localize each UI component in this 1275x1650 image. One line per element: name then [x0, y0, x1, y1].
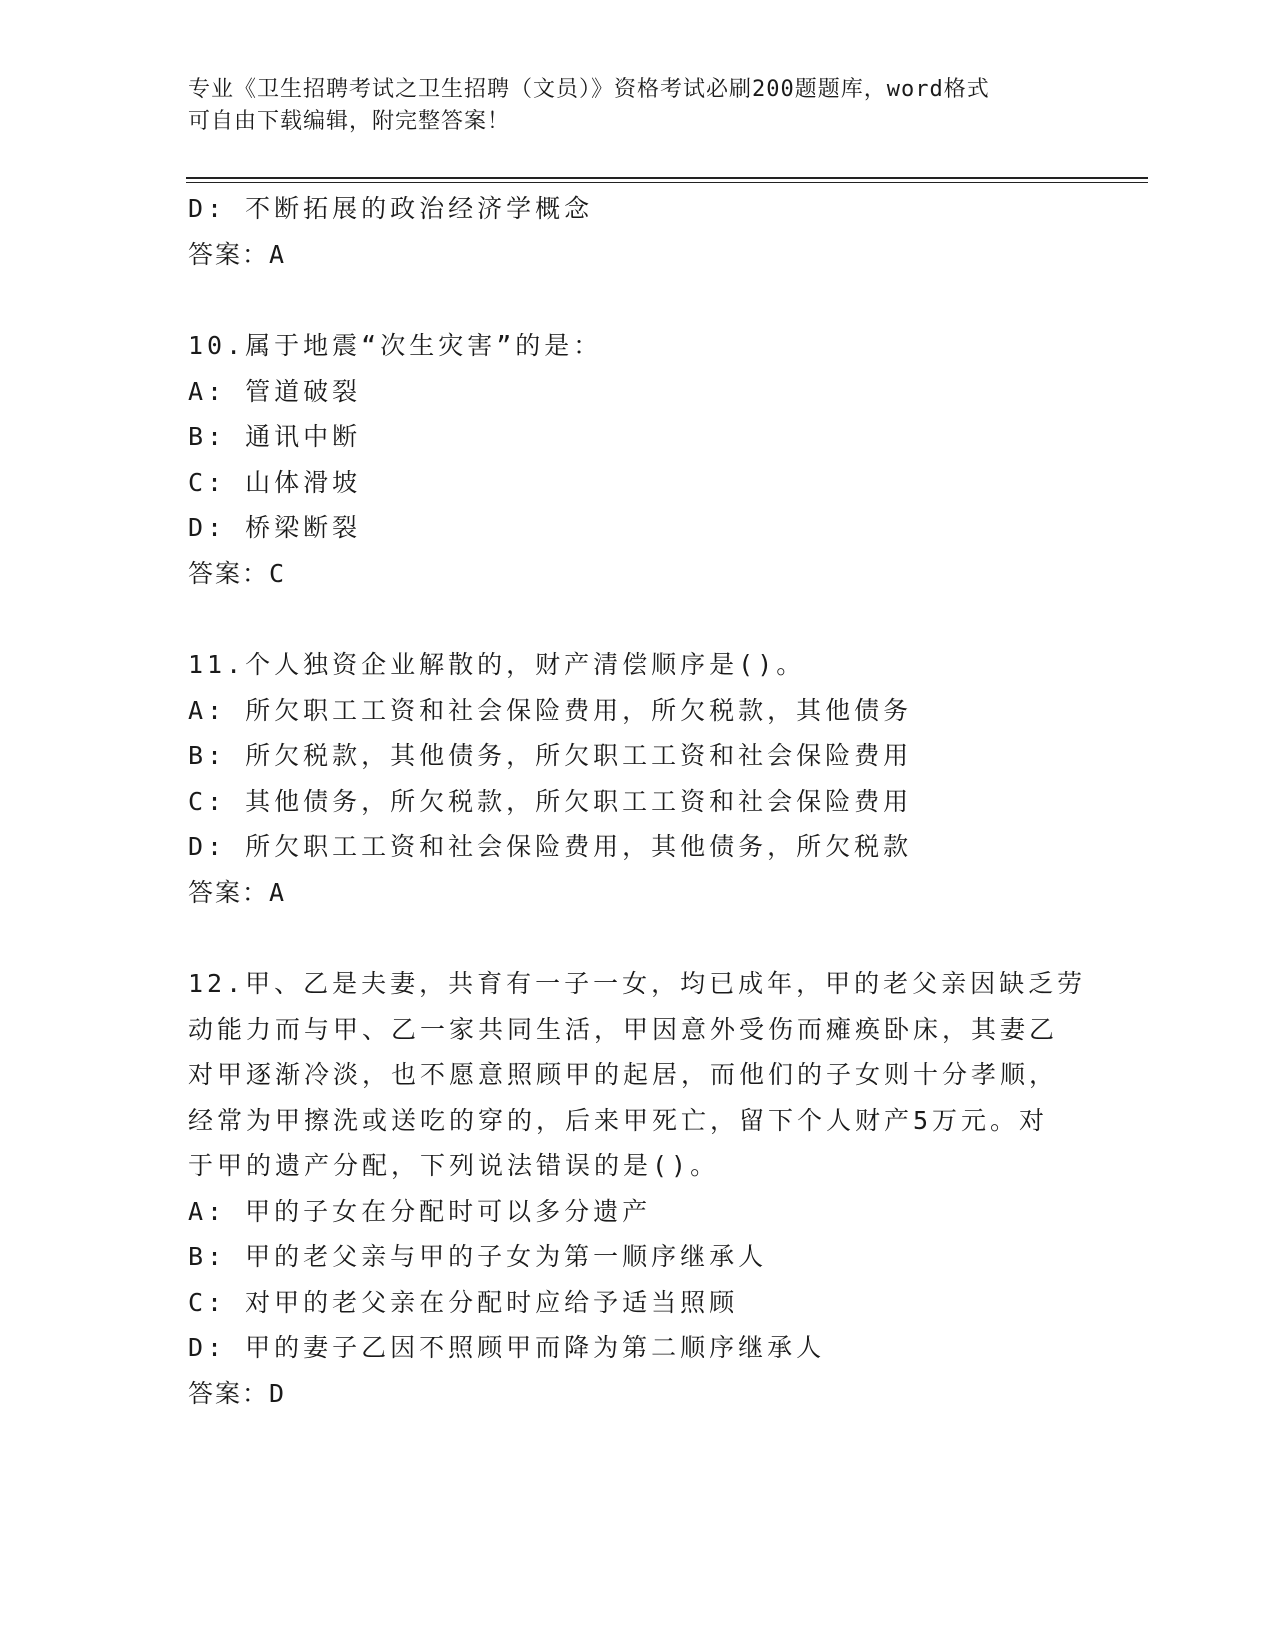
question-stem-line-5: 于甲的遗产分配，下列说法错误的是()。 [188, 1151, 720, 1180]
spacer [188, 277, 1088, 323]
option-b: B: 所欠税款，其他债务，所欠职工工资和社会保险费用 [188, 741, 913, 770]
option-d: D: 不断拓展的政治经济学概念 [188, 194, 594, 223]
option-a: A: 甲的子女在分配时可以多分遗产 [188, 1196, 652, 1226]
option-c: C: 山体滑坡 [188, 467, 362, 497]
answer-line: 答案：D [188, 1378, 287, 1408]
question-stem-line-2: 动能力而与甲、乙一家共同生活，甲因意外受伤而瘫痪卧床，其妻乙 [188, 1014, 1059, 1044]
header-line-2: 可自由下载编辑，附完整答案！ [188, 109, 511, 134]
spacer [188, 596, 1088, 642]
header-rule-thin [186, 182, 1148, 183]
question-stem: 11.个人独资企业解散的，财产清偿顺序是()。 [188, 650, 806, 679]
option-a: A: 管道破裂 [188, 376, 362, 406]
header-line-1: 专业《卫生招聘考试之卫生招聘（文员）》资格考试必刷200题题库，word格式 [188, 77, 990, 102]
question-stem-line-3: 对甲逐渐冷淡，也不愿意照顾甲的起居，而他们的子女则十分孝顺， [188, 1060, 1059, 1089]
option-d: D: 甲的妻子乙因不照顾甲而降为第二顺序继承人 [188, 1333, 826, 1362]
question-previous [188, 186, 1088, 277]
question-stem-line-1: 12.甲、乙是夫妻，共育有一子一女，均已成年，甲的老父亲因缺乏劳 [188, 969, 1087, 998]
question-10 [188, 323, 1088, 596]
answer-line: 答案：A [188, 239, 287, 269]
header-rule-thick [186, 177, 1148, 179]
answer-line: 答案：C [188, 558, 287, 588]
answer-line: 答案：A [188, 877, 287, 907]
option-a: A: 所欠职工工资和社会保险费用，所欠税款，其他债务 [188, 695, 913, 725]
spacer [188, 915, 1088, 961]
question-list [188, 186, 1088, 1416]
option-b: B: 通讯中断 [188, 422, 362, 451]
option-c: C: 对甲的老父亲在分配时应给予适当照顾 [188, 1287, 739, 1317]
question-12 [188, 961, 1088, 1416]
question-stem-line-4: 经常为甲擦洗或送吃的穿的，后来甲死亡，留下个人财产5万元。对 [188, 1105, 1049, 1135]
option-c: C: 其他债务，所欠税款，所欠职工工资和社会保险费用 [188, 786, 913, 816]
option-d: D: 所欠职工工资和社会保险费用，其他债务，所欠税款 [188, 832, 913, 861]
option-d: D: 桥梁断裂 [188, 513, 362, 542]
option-b: B: 甲的老父亲与甲的子女为第一顺序继承人 [188, 1242, 768, 1271]
document-header [188, 74, 1068, 138]
question-11 [188, 642, 1088, 915]
question-stem: 10.属于地震“次生灾害”的是： [188, 331, 603, 360]
